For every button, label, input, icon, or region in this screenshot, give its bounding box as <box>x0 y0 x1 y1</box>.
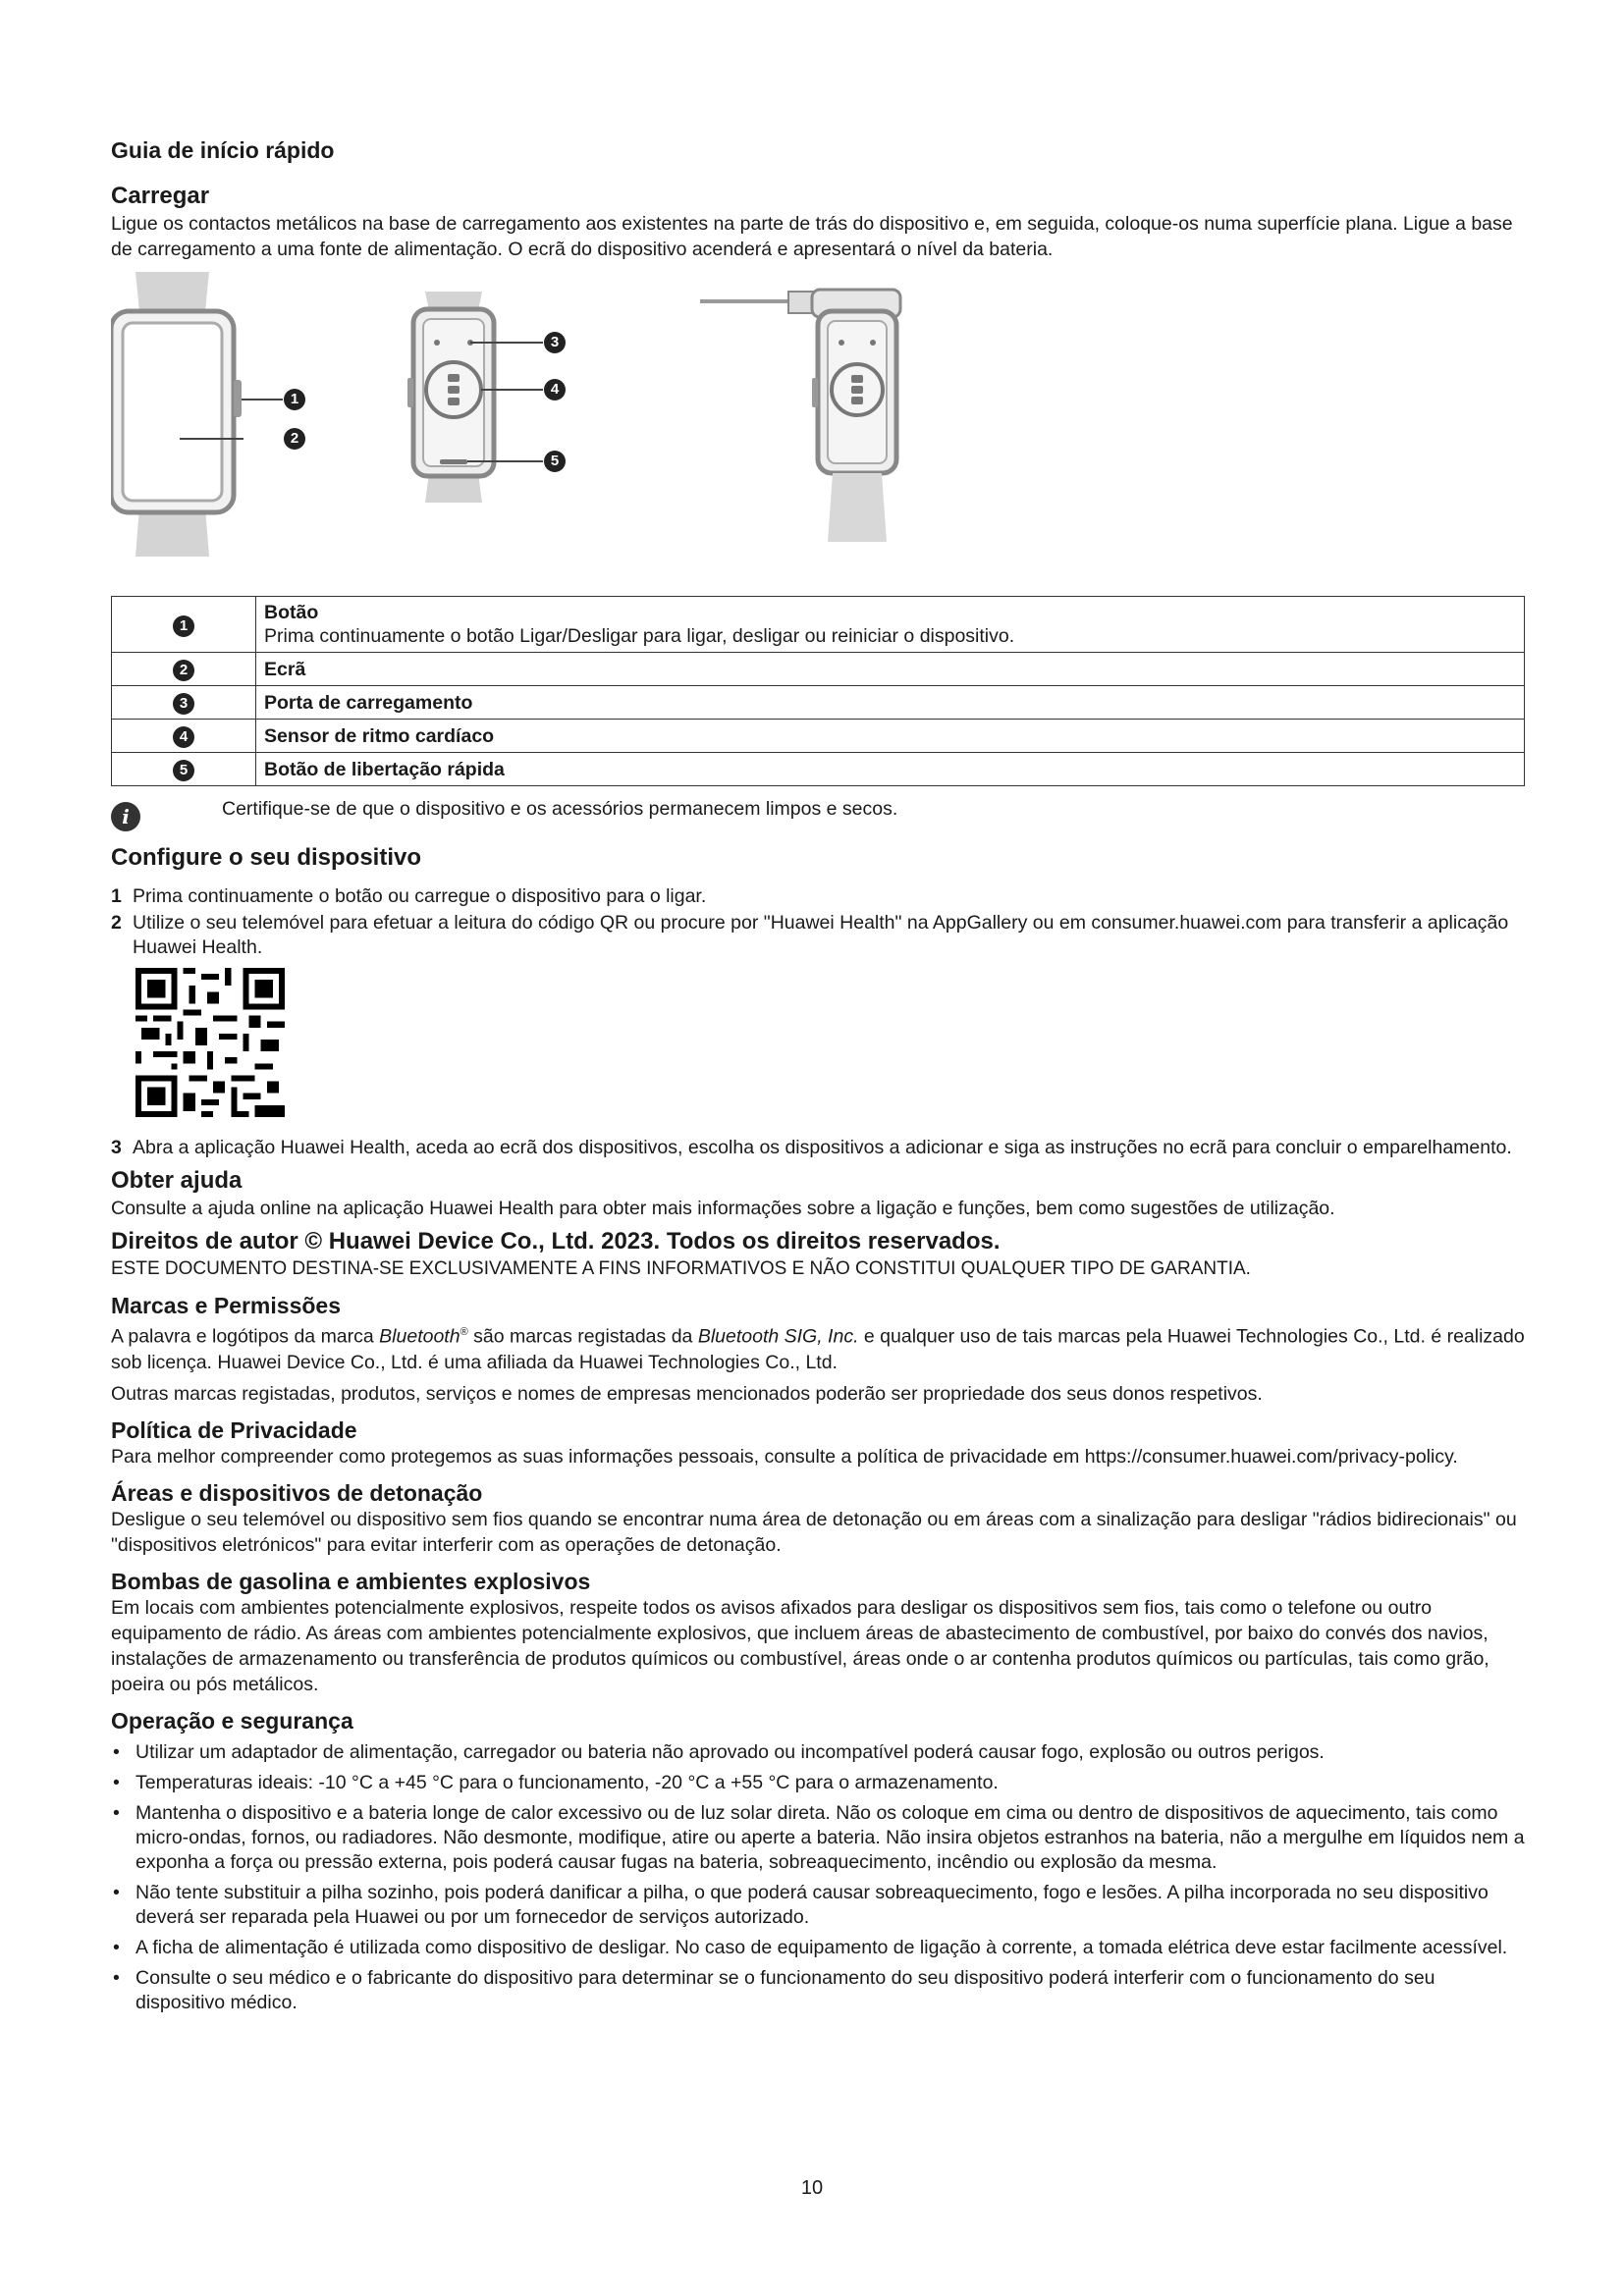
privacy-heading: Política de Privacidade <box>111 1416 357 1443</box>
part-title: Ecrã <box>264 658 306 680</box>
callout-5: 5 <box>544 451 566 472</box>
table-row <box>112 653 1525 686</box>
blasting-heading: Áreas e dispositivos de detonação <box>111 1479 483 1506</box>
callout-3: 3 <box>544 332 566 353</box>
table-row <box>112 753 1525 786</box>
copyright-text: ESTE DOCUMENTO DESTINA-SE EXCLUSIVAMENTE A FINS INFORMATIVOS E NÃO CONSTITUI QUALQUER TIPO DE GARANTIA. <box>111 1258 1251 1279</box>
parts-table <box>111 596 1525 786</box>
safety-heading: Operação e segurança <box>111 1707 353 1734</box>
device-front-figure <box>111 272 283 557</box>
row-number: 1 <box>173 615 194 637</box>
device-illustrations <box>111 272 1525 566</box>
note <box>111 796 1525 829</box>
list-item: • Consulte o seu médico e o fabricante do dispositivo para determinar se o funcionamento do seu dispositivo poderá interferir com o funcionamento do seu dispositivo médico. <box>113 1966 1435 2013</box>
trademarks-heading: Marcas e Permissões <box>111 1293 341 1318</box>
list-item: • Temperaturas ideais: -10 °C a +45 °C para o funcionamento, -20 °C a +55 °C para o armazenamento. <box>113 1771 999 1793</box>
trademarks-text-2: Outras marcas registadas, produtos, serviços e nomes de empresas mencionados poderão ser propriedade dos seus donos respetivos. <box>111 1382 1263 1405</box>
table-row <box>112 686 1525 720</box>
callout-1: 1 <box>284 389 305 410</box>
device-charging-figure <box>700 290 900 542</box>
row-number: 3 <box>173 693 194 715</box>
page-number: 10 <box>800 2177 824 2199</box>
part-desc: Prima continuamente o botão Ligar/Desligar para ligar, desligar ou reiniciar o dispositivo. <box>264 625 1015 647</box>
setup-steps <box>111 884 1525 960</box>
list-item: 3 Abra a aplicação Huawei Health, aceda ao ecrã dos dispositivos, escolha os dispositivos a adicionar e siga as instruções no ecrã para concluir o emparelhamento. <box>111 1137 1512 1158</box>
note-text: Certifique-se de que o dispositivo e os acessórios permanecem limpos e secos. <box>222 798 898 820</box>
list-item: • Utilizar um adaptador de alimentação, carregador ou bateria não aprovado ou incompatível poderá causar fogo, explosão ou outros perigos. <box>113 1740 1325 1763</box>
part-title: Sensor de ritmo cardíaco <box>264 724 495 747</box>
part-title: Porta de carregamento <box>264 691 473 714</box>
band-diagram <box>111 272 1093 566</box>
privacy-text: Para melhor compreender como protegemos as suas informações pessoais, consulte a política de privacidade em https://consumer.huawei.com/privacy-policy. <box>111 1445 1458 1468</box>
safety-list <box>111 1740 1525 2015</box>
guide-title: Guia de início rápido <box>111 137 335 163</box>
list-item: 1 Prima continuamente o botão ou carregue o dispositivo para o ligar. <box>111 885 707 907</box>
list-item: 2 Utilize o seu telemóvel para efetuar a leitura do código QR ou procure por "Huawei Health" na AppGallery ou em consumer.huawei.com para transferir a aplicação Huawei Health. <box>111 912 1509 958</box>
list-item: • Não tente substituir a pilha sozinho, pois poderá danificar a pilha, o que poderá causar sobreaquecimento, fogo e lesões. A pilha incorporada no seu dispositivo deverá ser reparada pela Huawei ou por um fornecedor de serviços autorizado. <box>113 1881 1489 1928</box>
blasting-text: Desligue o seu telemóvel ou dispositivo sem fios quando se encontrar numa área de detonação ou em áreas com a sinalização para desligar "rádios bidirecionais" ou "dispositivos eletrónicos" para evitar interferir com as operações de detonação. <box>111 1508 1517 1556</box>
setup-steps-continued <box>111 1136 1525 1160</box>
document-page <box>111 137 1525 2021</box>
help-heading: Obter ajuda <box>111 1167 243 1194</box>
list-item: • A ficha de alimentação é utilizada como dispositivo de desligar. No caso de equipamento de ligação à corrente, a tomada elétrica deve estar facilmente acessível. <box>113 1936 1508 1958</box>
help-text: Consulte a ajuda online na aplicação Huawei Health para obter mais informações sobre a ligação e funções, bem como sugestões de utilização. <box>111 1198 1335 1219</box>
list-item: • Mantenha o dispositivo e a bateria longe de calor excessivo ou de luz solar direta. Não os coloque em cima ou dentro de dispositivos de aquecimento, tais como micro-ondas, fornos, ou radiadores. Não desmonte, modifique, atire ou aperte a bateria. Não insira objetos estranhos na bateria, não a mergulhe em líquidos nem a exponha a força ou pressão externa, pois poderá causar fugas na bateria, sobreaquecimento, incêndio ou explosão da mesma. <box>113 1801 1525 1873</box>
table-row <box>112 597 1525 653</box>
table-row <box>112 720 1525 753</box>
callout-2: 2 <box>284 428 305 450</box>
device-back-figure <box>407 292 543 503</box>
row-number: 4 <box>173 726 194 748</box>
qr-code <box>135 968 285 1117</box>
trademarks-text: A palavra e logótipos da marca Bluetooth® são marcas registadas da Bluetooth SIG, Inc. e qualquer uso de tais marcas pela Huawei Technologies Co., Ltd. é realizado sob licença. Huawei Device Co., Ltd. é uma afiliada da Huawei Technologies Co., Ltd. <box>111 1325 1525 1373</box>
row-number: 2 <box>173 660 194 681</box>
charge-text: Ligue os contactos metálicos na base de carregamento aos existentes na parte de trás do dispositivo e, em seguida, coloque-os numa superfície plana. Ligue a base de carregamento a uma fonte de alimentação. O ecrã do dispositivo acenderá e apresentará o nível da bateria. <box>111 213 1513 260</box>
row-number: 5 <box>173 760 194 781</box>
fuel-text: Em locais com ambientes potencialmente explosivos, respeite todos os avisos afixados para desligar os dispositivos sem fios, tais como o telefone ou outro equipamento de rádio. As áreas com ambientes potencialmente explosivos, que incluem áreas de abastecimento de combustível, por baixo do convés dos navios, instalações de armazenamento ou transferência de produtos químicos ou combustível, áreas onde o ar contenha produtos químicos ou partículas, tais como grão, poeira ou pós metálicos. <box>111 1596 1489 1695</box>
charge-heading: Carregar <box>111 183 210 209</box>
fuel-heading: Bombas de gasolina e ambientes explosivos <box>111 1568 591 1594</box>
info-icon: i <box>111 802 140 831</box>
callout-4: 4 <box>544 379 566 400</box>
part-title: Botão de libertação rápida <box>264 758 505 780</box>
part-title: Botão <box>264 602 319 623</box>
copyright-heading: Direitos de autor © Huawei Device Co., Ltd. 2023. Todos os direitos reservados. <box>111 1228 1001 1255</box>
setup-heading: Configure o seu dispositivo <box>111 844 422 871</box>
